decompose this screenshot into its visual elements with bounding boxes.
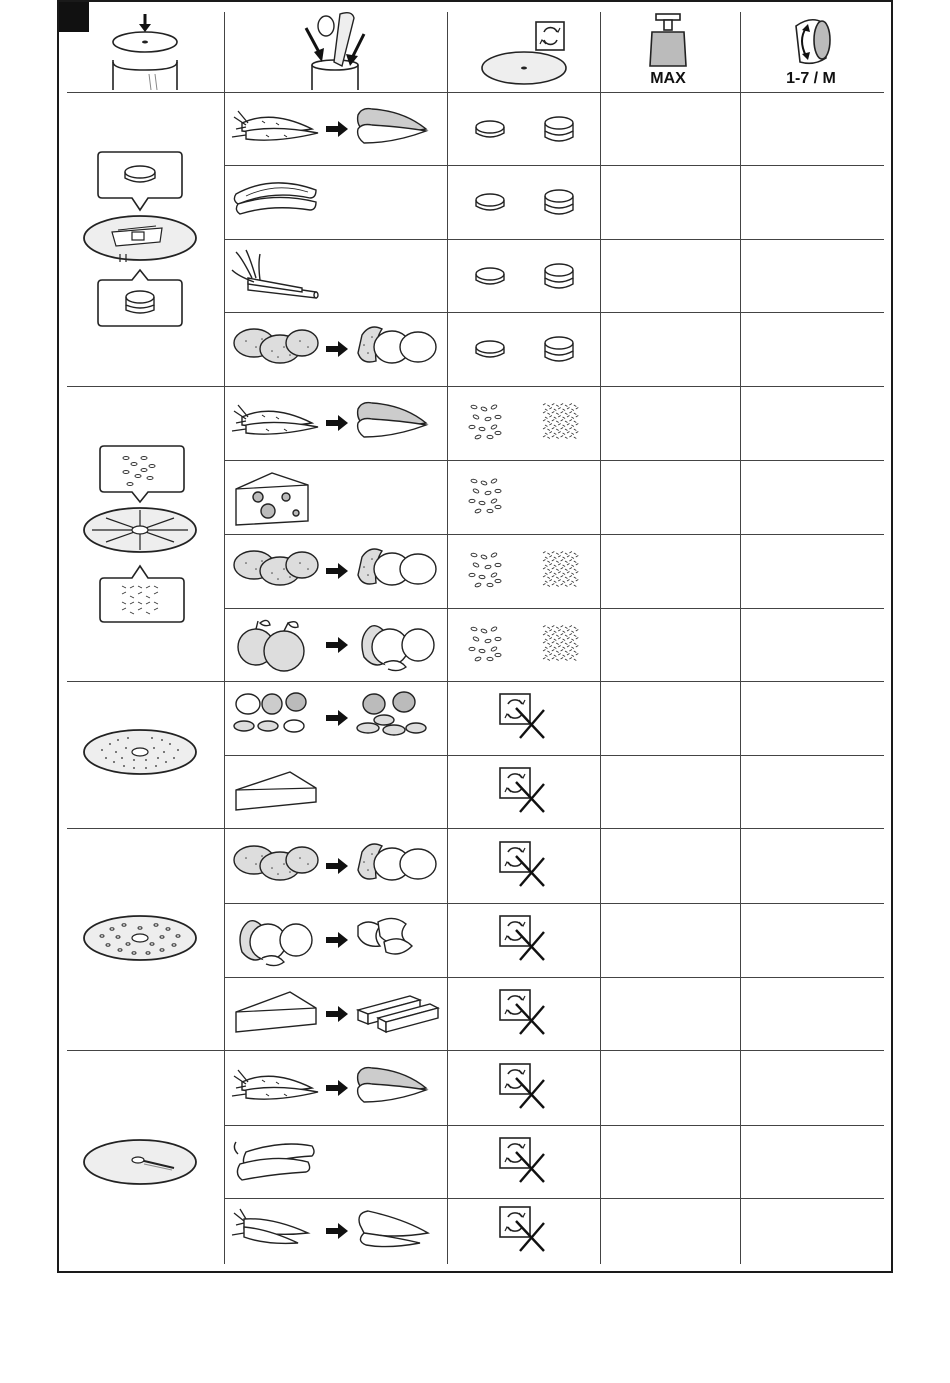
row-divider bbox=[224, 903, 884, 904]
arrow-icon bbox=[326, 636, 350, 654]
row-divider bbox=[224, 165, 884, 166]
fine-shred-icon bbox=[541, 403, 581, 443]
thick-slice-icon bbox=[543, 335, 577, 367]
coarse-shred-icon bbox=[468, 551, 508, 591]
row-divider bbox=[224, 608, 884, 609]
coarse-shred-icon bbox=[468, 403, 508, 443]
carrot-icon bbox=[232, 1060, 322, 1118]
nuts-icon bbox=[232, 690, 322, 748]
cheese-wedge-icon bbox=[232, 986, 322, 1044]
fine-shred-icon bbox=[541, 551, 581, 591]
column-divider bbox=[740, 12, 741, 1264]
header-divider bbox=[67, 92, 884, 93]
cucumber-icon bbox=[232, 174, 322, 232]
corner-marker bbox=[59, 2, 89, 32]
apple-peeled-icon bbox=[354, 617, 444, 675]
weight-max-icon bbox=[646, 12, 690, 68]
section-divider bbox=[67, 1050, 884, 1051]
row-divider bbox=[224, 534, 884, 535]
leek-icon bbox=[232, 248, 322, 306]
arrow-icon bbox=[326, 120, 350, 138]
carrot-cut-icon bbox=[354, 395, 444, 453]
potato-peeled-icon bbox=[354, 321, 444, 379]
arrow-icon bbox=[326, 562, 350, 580]
section-divider bbox=[67, 681, 884, 682]
row-divider bbox=[224, 460, 884, 461]
column-divider bbox=[447, 12, 448, 1264]
row-divider bbox=[224, 312, 884, 313]
thick-slice-icon bbox=[543, 115, 577, 147]
zucchini-icon bbox=[232, 1134, 322, 1192]
section-divider bbox=[67, 386, 884, 387]
coarse-shred-icon bbox=[468, 477, 508, 517]
arrow-icon bbox=[326, 709, 350, 727]
carrot-cut-icon bbox=[354, 1060, 444, 1118]
not-reversible-icon bbox=[498, 1205, 548, 1255]
parsnip-icon bbox=[232, 1203, 322, 1261]
apples-icon bbox=[232, 617, 322, 675]
potatoes-icon bbox=[232, 838, 322, 896]
potato-grating-disc-icon bbox=[82, 914, 202, 964]
speed-label: 1-7 / M bbox=[786, 70, 836, 87]
cheese-icon bbox=[232, 469, 322, 527]
parsnip-cut-icon bbox=[354, 1203, 444, 1261]
potato-peeled-icon bbox=[354, 838, 444, 896]
row-divider bbox=[224, 755, 884, 756]
carrot-icon bbox=[232, 101, 322, 159]
thin-slice-icon bbox=[474, 337, 508, 365]
arrow-icon bbox=[326, 1222, 350, 1240]
not-reversible-icon bbox=[498, 988, 548, 1038]
section-divider bbox=[67, 828, 884, 829]
hard-cheese-icon bbox=[232, 764, 322, 822]
julienne-disc-icon bbox=[82, 1138, 202, 1188]
row-divider bbox=[224, 1125, 884, 1126]
feed-tube-icon bbox=[300, 10, 370, 90]
max-label: MAX bbox=[650, 70, 686, 87]
thin-slice-icon bbox=[474, 264, 508, 292]
not-reversible-icon bbox=[498, 914, 548, 964]
cheese-blocks-icon bbox=[354, 986, 444, 1044]
apple-peeled-icon bbox=[232, 912, 322, 970]
not-reversible-icon bbox=[498, 766, 548, 816]
thick-slice-icon bbox=[543, 262, 577, 294]
carrot-icon bbox=[232, 395, 322, 453]
column-divider bbox=[224, 12, 225, 1264]
nuts-shelled-icon bbox=[354, 690, 444, 748]
not-reversible-icon bbox=[498, 840, 548, 890]
potatoes-icon bbox=[232, 321, 322, 379]
arrow-icon bbox=[326, 1079, 350, 1097]
row-divider bbox=[224, 239, 884, 240]
fine-shred-icon bbox=[541, 625, 581, 665]
not-reversible-icon bbox=[498, 1136, 548, 1186]
apple-pieces-icon bbox=[354, 912, 444, 970]
arrow-icon bbox=[326, 931, 350, 949]
arrow-icon bbox=[326, 1005, 350, 1023]
speed-dial-icon bbox=[788, 12, 834, 68]
shredding-disc-icon bbox=[82, 444, 202, 626]
potatoes-icon bbox=[232, 543, 322, 601]
column-divider bbox=[600, 12, 601, 1264]
arrow-icon bbox=[326, 340, 350, 358]
arrow-icon bbox=[326, 857, 350, 875]
slicing-disc-icon bbox=[82, 150, 202, 330]
thick-slice-icon bbox=[543, 188, 577, 220]
potato-peeled-icon bbox=[354, 543, 444, 601]
coarse-shred-icon bbox=[468, 625, 508, 665]
row-divider bbox=[224, 1198, 884, 1199]
fine-grating-disc-icon bbox=[82, 728, 202, 778]
reversible-disc-icon bbox=[480, 18, 570, 90]
carrot-cut-icon bbox=[354, 101, 444, 159]
insert-disc-icon bbox=[105, 12, 185, 90]
not-reversible-icon bbox=[498, 692, 548, 742]
arrow-icon bbox=[326, 414, 350, 432]
not-reversible-icon bbox=[498, 1062, 548, 1112]
thin-slice-icon bbox=[474, 117, 508, 145]
thin-slice-icon bbox=[474, 190, 508, 218]
row-divider bbox=[224, 977, 884, 978]
